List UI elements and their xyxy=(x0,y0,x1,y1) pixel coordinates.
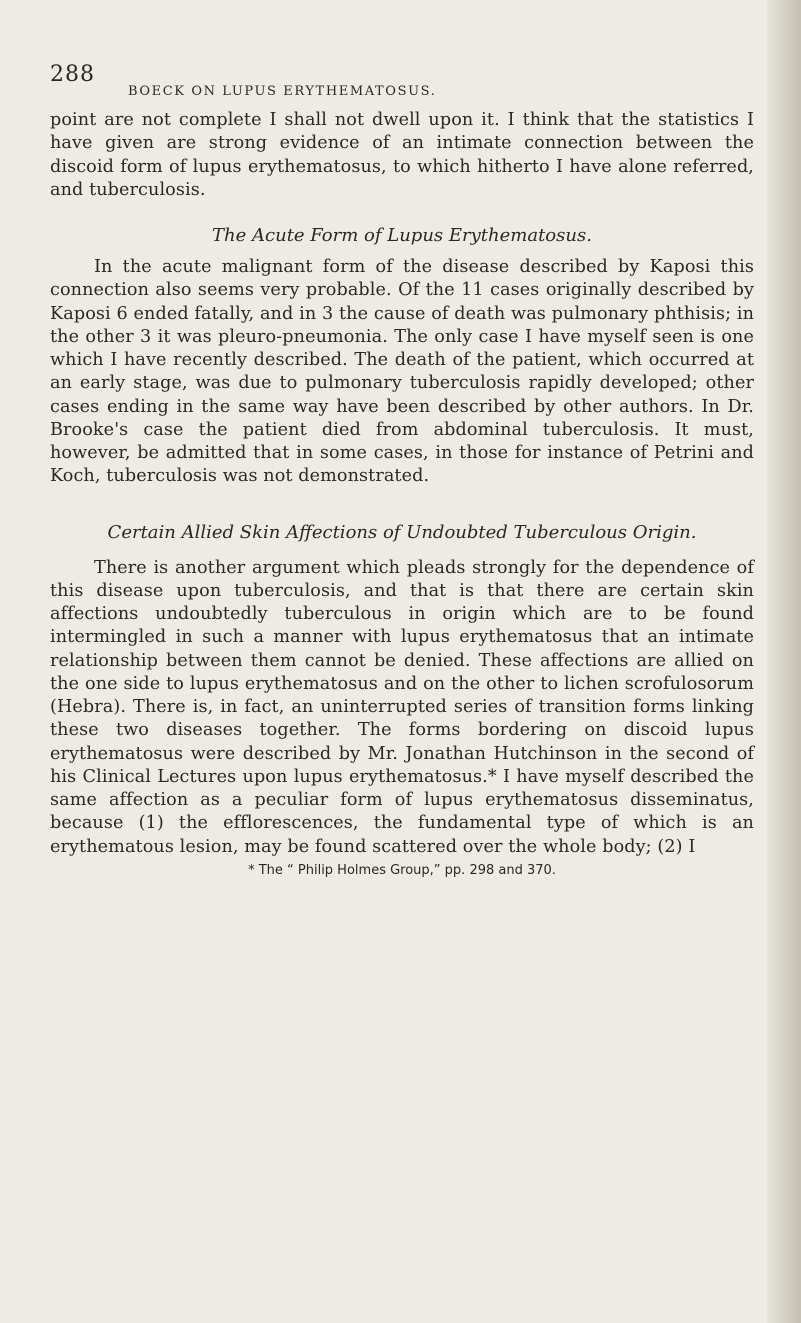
paragraph-continuation: point are not complete I shall not dwell upon it. I think that the statistics I have given are strong evidence of an intimate connection between the discoid form of lupus erythematosus, to which hitherto I have alone referred, and tuberculosis. xyxy=(50,110,754,200)
footnote: * The “ Philip Holmes Group,” pp. 298 and 370. xyxy=(248,862,556,878)
section-heading-allied-affections: Certain Allied Skin Affections of Undoubted Tuberculous Origin. xyxy=(107,521,697,543)
page-number: 288 xyxy=(50,62,95,87)
text-column xyxy=(50,109,754,881)
paragraph-allied-affections: There is another argument which pleads strongly for the dependence of this disease upon tuberculosis, and that is that there are certain skin affections undoubtedly tuberculous in origin which are to be found intermingled in such a manner with lupus erythematosus that an intimate relationship between them cannot be denied. These affections are allied on the one side to lupus erythematosus and on the other to lichen scrofulosorum (Hebra). There is, in fact, an uninterrupted series of transition forms linking these two diseases together. The forms bordering on discoid lupus erythematosus were described by Mr. Jonathan Hutchinson in the second of his Clinical Lectures upon lupus erythematosus.* I have myself described the same affection as a peculiar form of lupus erythematosus disseminatus, because (1) the efflorescences, the fundamental type of which is an erythematous lesion, may be found scattered over the whole body; (2) I xyxy=(50,557,754,857)
section-heading-acute-form: The Acute Form of Lupus Erythematosus. xyxy=(212,225,592,246)
paragraph-acute-form: In the acute malignant form of the disease described by Kaposi this connection also seems very probable. Of the 11 cases originally described by Kaposi 6 ended fatally, and in 3 the cause of death was pulmonary phthisis; in the other 3 it was pleuro-pneumonia. The only case I have myself seen is one which I have recently described. The death of the patient, which occurred at an early stage, was due to pulmonary tuberculosis rapidly developed; other cases ending in the same way have been described by other authors. In Dr. Brooke's case the patient died from abdominal tuberculosis. It must, however, be admitted that in some cases, in those for instance of Petrini and Koch, tuberculosis was not demonstrated. xyxy=(50,257,754,487)
running-head: BOECK ON LUPUS ERYTHEMATOSUS. xyxy=(128,84,437,99)
page-edge-shadow xyxy=(767,0,801,1323)
page-header xyxy=(50,62,750,102)
